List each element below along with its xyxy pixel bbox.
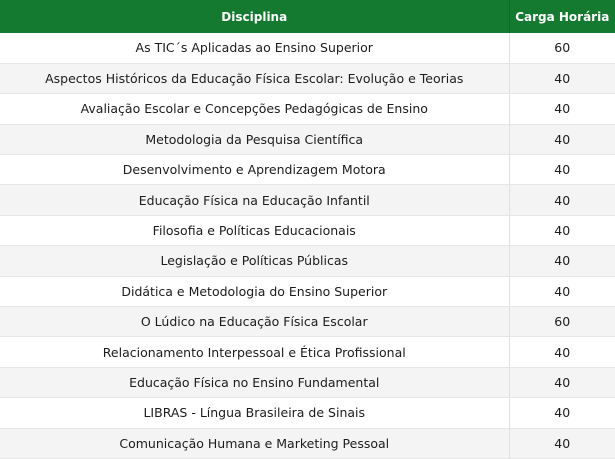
cell-disciplina: Metodologia da Pesquisa Científica bbox=[0, 124, 509, 154]
table-row bbox=[0, 276, 615, 306]
cell-carga-horaria: 40 bbox=[509, 367, 615, 397]
cell-disciplina: Filosofia e Políticas Educacionais bbox=[0, 215, 509, 245]
cell-disciplina: Comunicação Humana e Marketing Pessoal bbox=[0, 428, 509, 458]
cell-carga-horaria: 40 bbox=[509, 94, 615, 124]
cell-disciplina: As TIC´s Aplicadas ao Ensino Superior bbox=[0, 33, 509, 63]
cell-disciplina: O Lúdico na Educação Física Escolar bbox=[0, 307, 509, 337]
cell-carga-horaria: 60 bbox=[509, 33, 615, 63]
table-row bbox=[0, 246, 615, 276]
cell-carga-horaria: 40 bbox=[509, 124, 615, 154]
cell-carga-horaria: 60 bbox=[509, 307, 615, 337]
cell-carga-horaria: 40 bbox=[509, 155, 615, 185]
header-disciplina: Disciplina bbox=[221, 9, 288, 24]
cell-carga-horaria: 40 bbox=[509, 276, 615, 306]
cell-carga-horaria: 40 bbox=[509, 63, 615, 93]
cell-disciplina: Relacionamento Interpessoal e Ética Profissional bbox=[0, 337, 509, 367]
cell-disciplina: Educação Física na Educação Infantil bbox=[0, 185, 509, 215]
table-row bbox=[0, 155, 615, 185]
table-row bbox=[0, 63, 615, 93]
table-row bbox=[0, 428, 615, 458]
table-row bbox=[0, 398, 615, 428]
table-row bbox=[0, 367, 615, 397]
table-row bbox=[0, 185, 615, 215]
cell-disciplina: Desenvolvimento e Aprendizagem Motora bbox=[0, 155, 509, 185]
table-row bbox=[0, 94, 615, 124]
header-carga-horaria: Carga Horária bbox=[509, 0, 615, 33]
cell-carga-horaria: 40 bbox=[509, 428, 615, 458]
cell-disciplina: Aspectos Históricos da Educação Física Escolar: Evolução e Teorias bbox=[0, 63, 509, 93]
cell-disciplina: Avaliação Escolar e Concepções Pedagógicas de Ensino bbox=[0, 94, 509, 124]
cell-carga-horaria: 40 bbox=[509, 398, 615, 428]
cell-carga-horaria: 40 bbox=[509, 246, 615, 276]
table-row bbox=[0, 337, 615, 367]
cell-disciplina: Didática e Metodologia do Ensino Superior bbox=[0, 276, 509, 306]
table-row bbox=[0, 33, 615, 63]
table-row bbox=[0, 307, 615, 337]
cell-carga-horaria: 40 bbox=[509, 185, 615, 215]
cell-carga-horaria: 40 bbox=[509, 215, 615, 245]
cell-disciplina: LIBRAS - Língua Brasileira de Sinais bbox=[0, 398, 509, 428]
table-row bbox=[0, 124, 615, 154]
table-row bbox=[0, 215, 615, 245]
cell-disciplina: Legislação e Políticas Públicas bbox=[0, 246, 509, 276]
cell-disciplina: Educação Física no Ensino Fundamental bbox=[0, 367, 509, 397]
cell-carga-horaria: 40 bbox=[509, 337, 615, 367]
table-header-row bbox=[0, 0, 615, 33]
